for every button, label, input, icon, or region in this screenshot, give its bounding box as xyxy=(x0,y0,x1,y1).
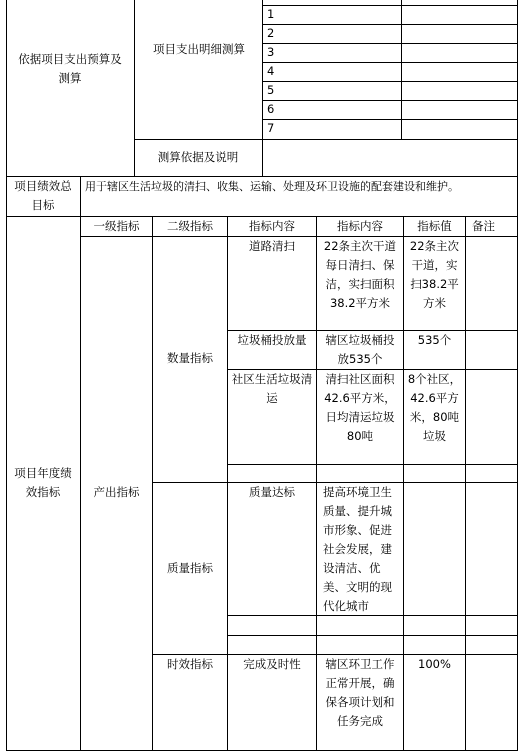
row-number: 6 xyxy=(267,102,275,116)
indicator-name: 完成及时性 xyxy=(243,657,301,671)
calc-basis-label: 测算依据及说明 xyxy=(157,150,239,164)
output-indicator-label: 产出指标 xyxy=(93,485,140,499)
indicator-value: 8个社区，42.6平方米，80吨垃圾 xyxy=(407,372,462,443)
indicator-name: 质量达标 xyxy=(249,485,295,499)
goal-label: 项目绩效总目标 xyxy=(14,179,72,212)
border-right xyxy=(517,0,518,751)
indicator-name: 道路清扫 xyxy=(249,239,295,253)
indicator-value: 100% xyxy=(418,657,451,671)
budget-detail-label: 项目支出明细测算 xyxy=(153,42,245,56)
header-value: 指标值 xyxy=(417,219,452,233)
border-left xyxy=(6,0,7,751)
row-number: 2 xyxy=(267,26,275,40)
indicator-value: 22条主次干道，实扫38.2平方米 xyxy=(409,239,460,310)
row-number: 5 xyxy=(267,83,275,97)
goal-text: 用于辖区生活垃圾的清扫、收集、运输、处理及环卫设施的配套建设和维护。 xyxy=(85,180,459,193)
indicator-name: 垃圾桶投放量 xyxy=(237,333,307,347)
header-level2: 二级指标 xyxy=(167,219,213,233)
header-content1: 指标内容 xyxy=(249,219,295,233)
row-number: 7 xyxy=(267,121,275,135)
header-content2: 指标内容 xyxy=(337,219,383,233)
indicator-name: 社区生活垃圾清运 xyxy=(231,372,313,405)
row-number: 1 xyxy=(267,7,275,21)
header-note: 备注 xyxy=(472,219,495,233)
indicator-content: 提高环境卫生质量、提升城市形象、促进社会发展，建设清洁、优美、文明的现代化城市 xyxy=(323,485,392,613)
indicator-content: 辖区垃圾桶投放535个 xyxy=(325,333,395,366)
indicator-content: 22条主次干道每日清扫、保洁，实扫面积38.2平方米 xyxy=(323,239,397,310)
indicator-content: 辖区环卫工作正常开展，确保各项计划和任务完成 xyxy=(325,657,395,728)
quality-indicator-label: 质量指标 xyxy=(167,561,213,575)
budget-basis-label: 依据项目支出预算及测算 xyxy=(18,52,122,85)
header-level1: 一级指标 xyxy=(93,219,140,233)
annual-indicators-label: 项目年度绩效指标 xyxy=(14,466,72,499)
indicator-content: 清扫社区面积42.6平方米，日均清运垃圾80吨 xyxy=(324,372,396,443)
row-number: 3 xyxy=(267,45,275,59)
quantity-indicator-label: 数量指标 xyxy=(167,351,213,365)
timeliness-indicator-label: 时效指标 xyxy=(167,657,213,671)
row-number: 4 xyxy=(267,64,275,78)
indicator-value: 535个 xyxy=(417,333,452,347)
